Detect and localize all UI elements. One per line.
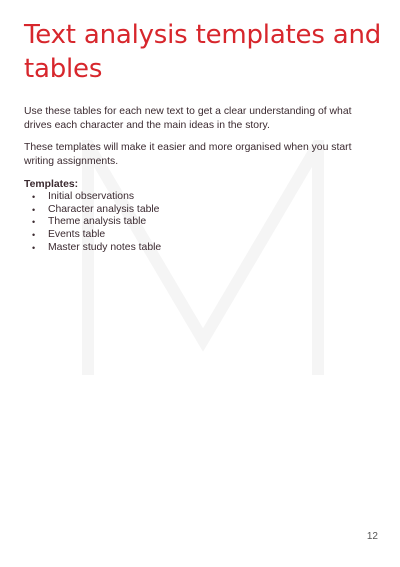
intro-paragraph: Use these tables for each new text to get a clear understanding of what drives each character and the main ideas in the story. [24, 106, 352, 131]
page-number: 12 [366, 531, 378, 542]
list-item-initial-observations: • Initial observations [24, 191, 161, 204]
templates-paragraph: These templates will make it easier and more organised when you start writing assignments. [24, 142, 352, 167]
page-title: Text analysis templates and tables [24, 20, 382, 84]
m-logo-watermark [78, 140, 328, 380]
list-item-events-table: • Events table [24, 229, 161, 242]
templates-heading: Templates: [24, 179, 79, 190]
list-item-master-study-notes-table: • Master study notes table [24, 242, 161, 255]
list-item-character-analysis-table: • Character analysis table [24, 204, 161, 217]
templates-list [24, 191, 161, 254]
m-letter-watermark-shape [88, 145, 318, 375]
list-item-theme-analysis-table: • Theme analysis table [24, 216, 161, 229]
